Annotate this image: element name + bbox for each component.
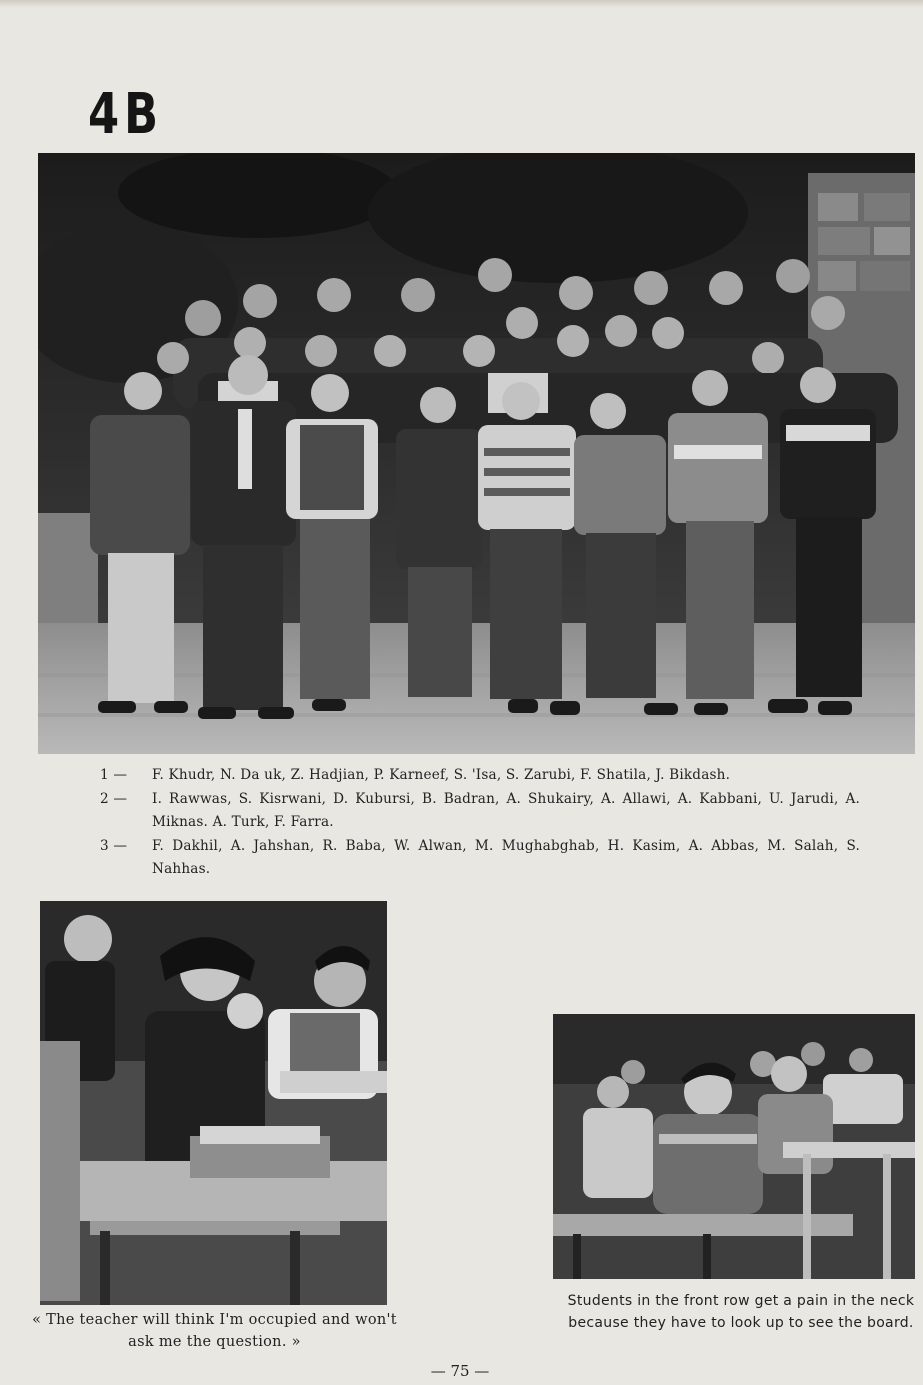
roster-row-1 bbox=[100, 764, 860, 788]
roster-row-names: I. Rawwas, S. Kisrwani, D. Kubursi, B. Badran, A. Shukairy, A. Allawi, A. Kabbani, U. Jarudi, A. Miknas. A. Turk, F. Farra. bbox=[152, 790, 860, 830]
roster-row-3 bbox=[100, 835, 860, 882]
page-title: 4B bbox=[88, 82, 163, 147]
roster-row-names: F. Khudr, N. Da uk, Z. Hadjian, P. Karneef, S. 'Isa, S. Zarubi, F. Shatila, J. Bikdash. bbox=[152, 767, 731, 783]
classroom-left-image bbox=[40, 901, 387, 1305]
class-photo-image bbox=[38, 153, 915, 754]
class-group-photo bbox=[38, 153, 915, 754]
roster-row-names: F. Dakhil, A. Jahshan, R. Baba, W. Alwan, M. Mughabghab, H. Kasim, A. Abbas, M. Salah, S. Nahhas. bbox=[152, 837, 860, 877]
class-roster bbox=[100, 764, 860, 882]
roster-row-number: 2 — bbox=[100, 790, 128, 807]
classroom-front-row-photo bbox=[553, 1014, 915, 1279]
classroom-right-image bbox=[553, 1014, 915, 1279]
roster-row-number: 1 — bbox=[100, 767, 128, 783]
page-number: — 75 — bbox=[430, 1362, 490, 1380]
left-photo-caption: « The teacher will think I'm occupied and won't ask me the question. » bbox=[32, 1312, 397, 1350]
page-edge bbox=[0, 0, 923, 8]
roster-row-number: 3 — bbox=[100, 837, 128, 854]
roster-row-2 bbox=[100, 788, 860, 835]
classroom-students-photo bbox=[40, 901, 387, 1305]
right-photo-caption: Students in the front row get a pain in the neck because they have to look up to see the board. bbox=[567, 1293, 915, 1331]
